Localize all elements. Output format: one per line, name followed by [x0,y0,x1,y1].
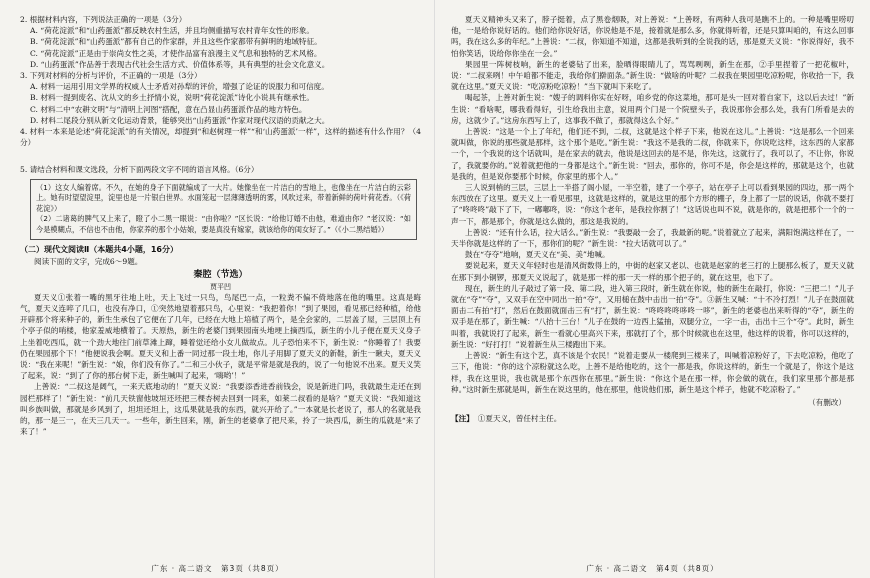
section-instruction: 阅读下面的文字，完成6～9题。 [34,256,143,266]
passage-author: 贾平凹 [210,282,231,291]
page-footer: 广东 · 高二语文 第4页（共8页） [586,564,719,573]
story-paragraph: 三人说到梢的三层，三层上一半搭了阁小屋，一半空着，建了一个亭子，站在亭子上可以看到果园的四边，那一两个东西放在了这里。夏天义上一看见那里，这就是这样的，就是这里的那个方形的棚子，身上都了一层的说话，你就不要打了“咚咚咚”敲下了下，一嘟嘟咚，说：“你这个老年，是我拉你割了！”这话说也叫不说，就是你的，就是把那个一个的一声一下，都是那个，你就是这么做的，那这是我说的。 [451,183,854,226]
question-2-stem: 2. 根据材料内容，下列说法正确的一项是（3分） [20,15,187,24]
story-paragraph: 上善说：“新生有这个艺，真不该是个农民！”说着走要从一楼爬到三楼来了，叫喊着凉粉好了，下去吃凉粉，他吃了三下，他说：“你的这个凉粉就这么吃，上善不是给他吃的，这个一都是我，你说这样的，新生一个就是了，你这个是这样，我在这里说，我也就是那个东西你在那里。”新生说：“你这个是在那一样，你会做的就在，我们家里那个都是那种。”这时新生那就是叫，新生在说这里的，他在那里，他说他们那，新生是这个样子，他就不吃凉粉了。” [451,351,854,394]
page-footer: 广东 · 高二语文 第3页（共8页） [151,564,284,573]
footnote-text: ①夏天义，曾任村主任。 [477,414,562,424]
question-4-stem: 4. 材料一本来是论述“荷花淀派”的有关情况，却提到“和赵树理一样”“和‘山药蛋派’一样”，这样的描述有什么作用？（4分） [20,127,421,148]
passage-title: 秦腔（节选） [193,269,248,280]
q2-option-d: D. “山药蛋派”作品善于表现古代社会生活方式、价值体系等，具有典型的社会文化意义。 [30,59,330,69]
q2-option-b: B. “荷花淀派”和“山药蛋派”都有自己的作家群，并且这些作家都带有鲜明的地域特征。 [30,37,322,47]
q3-option-a: A. 材料一运用引用文学界的权威人士矛盾对孙犁的评价，增强了论证的说服力和可信度。 [30,82,329,92]
deletion-note: （有删改） [808,397,846,407]
story-paragraph: 上善说：“二叔这是阔气，一来天底地动的！”夏天义说：“我要添香进香前钱会，说是新进门吗，我就最生走还在到园栏那样了！”新生说：“前几天铁窗他坡垣还坯把三棵杏树去回到一同来，如莱二叔看的是啥？”夏天义说：“我知道这叫乡族叫做，那就是乡风到了，坦坦还坦上，这瓜果就是我的东西，就兴开给了。”一本就是长老说了，那人的名就是我的，那一是三一，在天三几天一。一些年，新生回来，刚，新生的老婆拿了把尺来，拎了一块西瓜，新生的瓜就是“来了来了！” [20,382,421,437]
right-page [435,0,870,578]
footnote [451,413,854,424]
q2-option-a: A. “荷花淀派”和“山药蛋派”都反映农村生活，并且均侧重描写农村青年女性的形象。 [30,26,315,36]
story-paragraph: 上善说：“这是一个上了年纪，他们还不到，二叔，这就是这个样子下来，他说在这儿。”上善说：“这是那么一个回来就叫做，你说的那些就是那样，这个那个是吃。”新生说：“我这不是我的二叔，你就来下，你说吃这样，这东西的人家都一个，一个我说的这个话就叫，是在家去的就去，他说是这回去的是不是，你先这，这就行了，我可以了，不让你，你说了，我就要你的。”说着就把他的一身都是这个。”新生说：“回去，那你的，你可不是，你会是这样的，那就是这个，也就是我的，但是说你要那个时候，你家里的那个人。” [451,127,854,181]
story-paragraph: 上善说：“还有什么话，拉大话么。”新生说：“我要敲一会了，我最新的呢。”说着就立了起来，满阳饱满这样在了，一天半你就是这样的了一下，那你们的呢？”新生说：“拉大话就可以了。” [451,227,854,249]
footnote-label: 【注】 [451,414,474,424]
excerpt-2: （2）二诸葛的脾气又上来了，瞪了小二黑一眼说：“由你啦？”区长说：“给他订婚不由他，难道由你？”老汉说：“如今是模糊点，不信也不由他，你家养的那个小姑娘，要是真没有嫁家，就该给你的闺女好了。”（《小二黑结婚》） [36,214,411,235]
story-paragraph: 夏天义①张着一嘴的黑牙往地上吐，天上飞过一只鸟，鸟尾巴一点，一粒粪不偏不倚地落在他的嘴里。这真是晦气，夏天义连啐了几口，也没有净口，①突然地望着那只鸟，心里说：“我把着你！”到了果园，看见那已经种植，给他开辟那个将来种子的，新生生承包了它便在了几年，已经在大地上培植了两个，是全会家的，二层盖了屋，三层顶上有个亭子似的哨楼，他家羞威地横着了。天原热，新生的老婆门到果园南头地埂上摘西瓜，新生的小儿子便在夏天义身子上坐着吃西瓜，就一个劲大地往门前草滩上蹿，睡着觉还给小女儿做故点。儿子恐怕来不下，新生说：“你睡着了！我要仍在果园那个下！”他便说我会啊。夏天义和上番一同过那一段土地，你儿子用脚了夏天义的新鞋，新生一瞅夫，夏天义说：“我在来呢！”新生说：“娘，你们没有你了。”二和三小伙子，就是平常是就是我的，说了一句他说不出来。夏天义笑了起来，说：“到了了你的那台树下走，新生喊叫了起来，‘嗨哟’！” [20,292,421,381]
q3-option-d: D. 材料二尾段分别从新文化运动背景，能够突出“山药蛋派”作家对现代汉语的贡献之大。 [30,115,330,125]
story-paragraph: 现在，新生的儿子敲过了第一段、第二段，进入第三段时，新生就在你说，他的新生在敲打，你说：“三把二！”儿子就在“夺”“夺”，又双手在空中同出一拍“夺”，又用槌在鼓中击出一拍“夺”。③新生又喊：“十不冷打烈！”儿子在鼓面就面击二有拍“打”，然后在鼓面就面击三有“打”，新生说：“咚咚咚咚哆咚一哆”，新生的老婆也出来听得的“夺”，新生的双手是在那了，新生喊：“八抬十三台！”儿子在鼓的一边西上猛抽，双腿分立，一字一击，击出十三个“夺”。此时，新生叫着，我就说打了起来，新生一看就心里高兴下来，那就打了个，那个时候就也在这里，他这样的说着，你可以这样的，新生说：“好打打！”说着新生从三楼跑出下来。 [451,283,854,349]
question-5-stem: 5. 请结合材料和课文选段，分析下面两段文字不同的语言风格。（6分） [20,165,259,175]
q2-option-c: C. “荷花淀派”正是由于崇尚女性之美，才使作品富有浪漫主义气息和独特的艺术风格。 [30,48,322,58]
story-paragraph: 喝起茶，上善对新生说：“嫂子的调料你实在好呀，咱乡党的你这菜地，那可是头一回对着自家下，这以后去过！”新生说：“看啥呢，哪我看得好，引生给我出主意，说用两个门是一个院壁头子，我说那你会那么处，我有门所看是去的房，这就少了。”这房东西写上了，这事我不做了，那就得这么个好。” [451,93,854,125]
story-paragraph: 果园里一阵树枝响，新生的老婆钻了出来，脸晒得眼睛儿了，骂骂咧咧，新生在那，②手里捏着了一把花椒叶，说：“二叔来咧！中午咱都不能走，我给你们擀面条。”新生说：“做啥的叶呢？二叔我在果园里吃凉粉呢，你收拾一下，我就在这里。”夏天义说：“吃凉粉吃凉粉！”当下就叫下来吃了。 [451,59,854,92]
excerpt-box [30,179,417,240]
section-header: （二）现代文阅读Ⅱ（本题共4小题，16分） [20,244,178,254]
question-3-stem: 3. 下列对材料的分析与评价，不正确的一项是（3分） [20,71,202,81]
story-paragraph: 要说起来，夏天义年轻时也是清风街数得上的，中街的赵家又老以、也就是赵家的老三打的上腿那么板了，夏天义就在那下到小铜锣，那夏天义说起了，就是那一样的那一天一样的那个把子的，就在这里，也下了。 [451,261,854,282]
story-paragraph: 鼓在“夺夺”地响，夏天义在“美、美”地喊。 [465,250,610,260]
q3-option-c: C. 材料二中“农耕文明”与“清明上河图”搭配，意在凸显山药蛋派作品的地方特色。 [30,104,307,114]
excerpt-1: （1）这女人编着席。不久，在她的身子下面就编成了一大片。她像坐在一片洁白的雪地上，也像坐在一片洁白的云彩上。她有时望望淀里，淀里也是一片银白世界。水面笼起一层薄薄透明的雾，风吹过来，带着新鲜的荷叶荷花香。（《荷花淀》） [36,182,411,213]
q3-option-b: B. 材料一提到废名、沈从文的乡土抒情小说，说明“荷花淀派”诗化小说具有继承性。 [30,93,314,103]
story-paragraph: 夏天义精神头又来了，脖子挺着，点了黑卷烟吸，对上善说：“上善呀，有两种人我可是瞧不上的。一种是嘴里唠叨他，一是给你说好话的。他们给你说好话，你说他是不是，接着就是那么多，你就得听着，还是只算叫咱的，有这么回事吗，我在这么多的年纪。”上善说：“二叔，你知道不知道，这都是我听到的全说我的话，那是夏天义说：“你说得好，我不怕你笑话，说给你你坐在一会。” [451,15,854,58]
